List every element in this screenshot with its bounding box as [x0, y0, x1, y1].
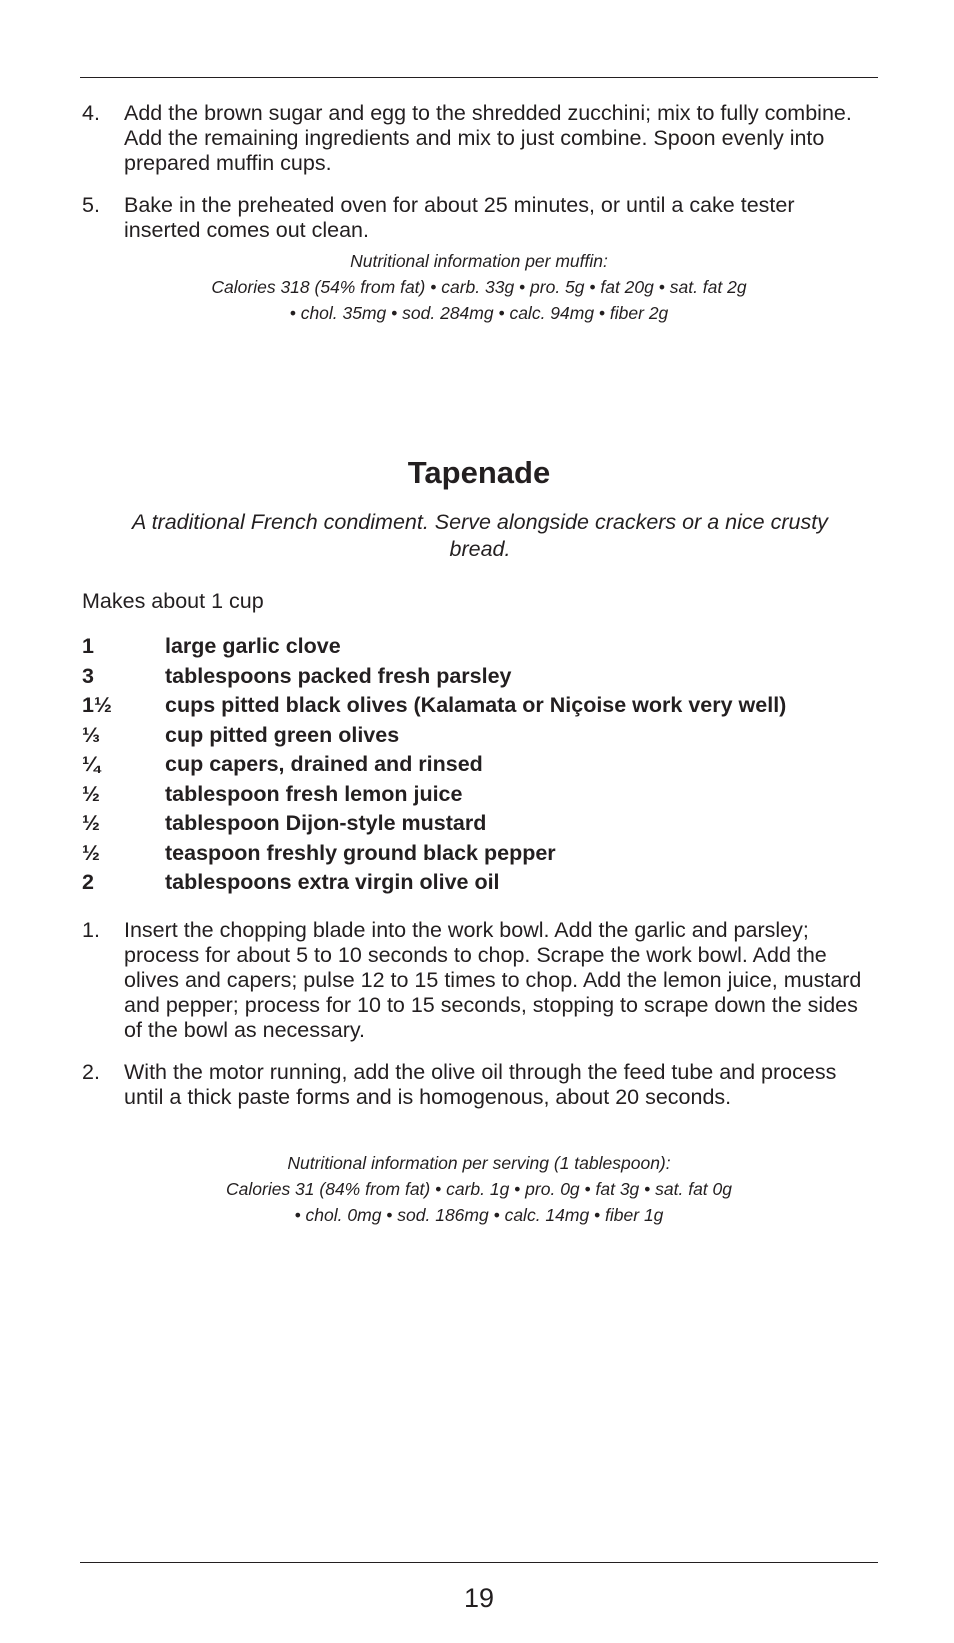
ingredient-text: cup pitted green olives — [165, 722, 400, 747]
recipe-intro: A traditional French condiment. Serve alongside crackers or a nice crusty bread. — [132, 510, 828, 561]
nutrition-heading: Nutritional information per muffin: — [350, 251, 608, 271]
recipe-steps-list — [82, 918, 872, 1127]
ingredient-text: tablespoons extra virgin olive oil — [165, 870, 500, 894]
continued-steps-list — [82, 101, 872, 260]
ingredient-text: large garlic clove — [165, 634, 341, 658]
step-item — [82, 193, 872, 243]
ingredient-row — [82, 721, 882, 751]
ingredient-text: cups pitted black olives (Kalamata or Niçoise work very well) — [165, 693, 787, 717]
ingredient-row — [82, 662, 882, 692]
nutrition-heading: Nutritional information per serving (1 tablespoon): — [287, 1153, 671, 1173]
muffin-nutrition-info — [80, 248, 878, 326]
ingredient-text: cup capers, drained and rinsed — [165, 752, 483, 776]
nutrition-line: Calories 31 (84% from fat) • carb. 1g • pro. 0g • fat 3g • sat. fat 0g — [226, 1179, 732, 1199]
tapenade-nutrition-info — [80, 1150, 878, 1228]
step-text: With the motor running, add the olive oil through the feed tube and process until a thick paste forms and is homogenous, about 20 seconds. — [124, 1060, 837, 1109]
ingredient-row — [82, 868, 882, 898]
page-number: 19 — [463, 1583, 495, 1613]
step-text: Bake in the preheated oven for about 25 minutes, or until a cake tester inserted comes out clean. — [124, 193, 795, 242]
ingredient-text: teaspoon freshly ground black pepper — [165, 840, 556, 865]
nutrition-line: • chol. 0mg • sod. 186mg • calc. 14mg • fiber 1g — [294, 1205, 664, 1225]
ingredient-quantity: ¼ — [82, 752, 100, 776]
step-number: 1. — [82, 918, 100, 942]
ingredient-row — [82, 839, 882, 869]
step-item — [82, 1060, 872, 1110]
ingredient-row — [82, 780, 882, 810]
step-item — [82, 101, 872, 176]
ingredient-row — [82, 750, 882, 780]
step-text: Insert the chopping blade into the work bowl. Add the garlic and parsley; process for about 5 to 10 seconds to chop. Scrape the work bowl. Add the olives and capers; pulse 12 to 15 times to chop. Add the lemon juice, mustard and pepper; process for 10 to 15 seconds, stopping to scrape down the sides of the bowl as necessary. — [124, 918, 862, 1042]
ingredient-list — [82, 632, 882, 898]
ingredient-quantity: ½ — [82, 811, 100, 835]
ingredient-row — [82, 632, 882, 662]
ingredient-row — [82, 809, 882, 839]
ingredient-quantity: ½ — [82, 781, 100, 806]
step-item — [82, 918, 872, 1043]
step-number: 4. — [82, 101, 100, 125]
header-rule — [80, 77, 878, 78]
step-number: 5. — [82, 193, 100, 217]
ingredient-quantity: 1 — [82, 634, 94, 658]
step-text: Add the brown sugar and egg to the shredded zucchini; mix to fully combine. Add the remaining ingredients and mix to just combine. Spoon evenly into prepared muffin cups. — [124, 101, 852, 175]
ingredient-text: tablespoons packed fresh parsley — [165, 663, 512, 688]
ingredient-quantity: 2 — [82, 870, 94, 894]
ingredient-quantity: ⅓ — [82, 722, 100, 747]
ingredient-text: tablespoon Dijon-style mustard — [165, 811, 487, 835]
nutrition-line: Calories 318 (54% from fat) • carb. 33g • pro. 5g • fat 20g • sat. fat 2g — [211, 277, 747, 297]
recipe-yield: Makes about 1 cup — [82, 589, 264, 613]
ingredient-row — [82, 691, 882, 721]
nutrition-line: • chol. 35mg • sod. 284mg • calc. 94mg • fiber 2g — [289, 303, 669, 323]
ingredient-quantity: ½ — [82, 840, 100, 865]
recipe-title: Tapenade — [407, 455, 551, 490]
ingredient-quantity: 3 — [82, 663, 94, 688]
ingredient-text: tablespoon fresh lemon juice — [165, 781, 463, 806]
ingredient-quantity: 1½ — [82, 693, 112, 717]
footer-rule — [80, 1562, 878, 1563]
step-number: 2. — [82, 1060, 100, 1084]
